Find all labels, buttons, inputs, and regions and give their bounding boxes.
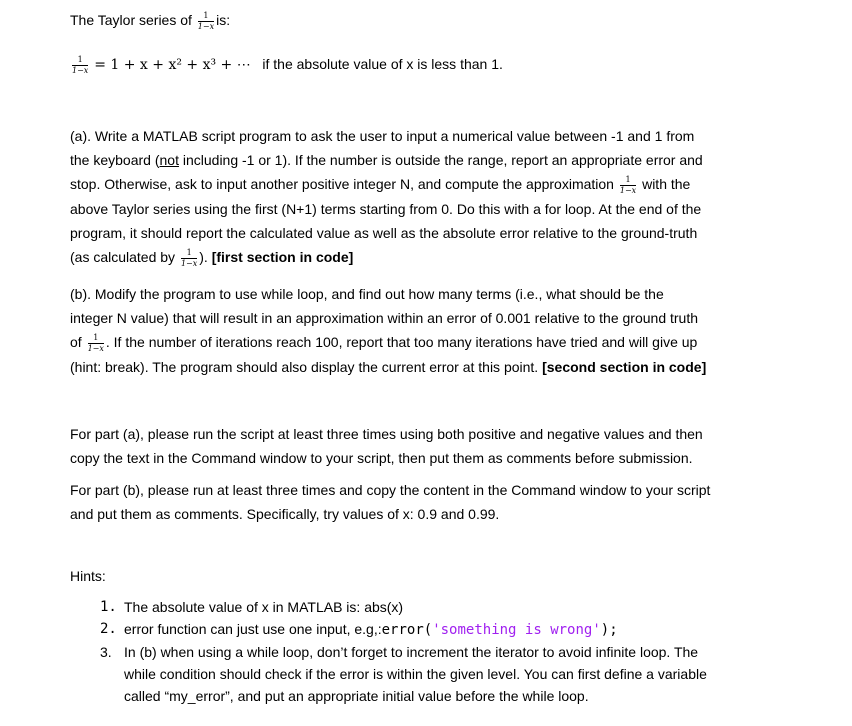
fraction-one-over-one-minus-x: $\frac{1}{1-x}$ — [180, 247, 198, 268]
code-string-literal: 'something is wrong' — [432, 622, 601, 638]
hint-number: 3. — [100, 644, 112, 660]
hints-title: Hints: — [70, 568, 106, 584]
part-a-line: (a). Write a MATLAB script program to ask the user to input a numerical value between -1 and 1 from — [70, 128, 695, 144]
hints-list — [100, 596, 780, 707]
title-suffix: is: — [216, 12, 231, 28]
hint-number: 1. — [100, 599, 117, 615]
part-a-line: (as calculated by $\frac{1}{1-x}$ ). [first section in code] — [70, 247, 354, 268]
frac-den: 1−x — [72, 65, 89, 75]
hint-number: 2. — [100, 621, 117, 637]
equation-rhs: = 1 + x + x² + x³ + ⋯ — [94, 57, 251, 73]
frac-num: 1 — [198, 12, 214, 22]
instruction-line: For part (b), please run at least three times and copy the content in the Command window to your script — [70, 482, 711, 498]
underlined-not: not — [159, 152, 179, 169]
part-a-paragraph — [70, 124, 780, 269]
fraction-one-over-one-minus-x: $\frac{1}{1-x}$ — [87, 333, 104, 354]
hint-text: The absolute value of x in MATLAB is: abs(x) — [124, 599, 404, 615]
fraction-one-over-one-minus-x: $\frac{1}{1-x}$ — [619, 175, 637, 196]
hint-item — [100, 618, 780, 641]
part-b-paragraph — [70, 282, 780, 379]
part-a-line: the keyboard (not including -1 or 1). If the number is outside the range, report an appropriate error and — [70, 152, 703, 169]
second-section-label: [second section in code] — [542, 358, 707, 375]
instruction-line: copy the text in the Command window to your script, then put them as comments before submission. — [70, 450, 693, 467]
fraction-one-over-one-minus-x — [198, 12, 214, 31]
code-closing: ); — [600, 622, 618, 638]
frac-den: 1−x — [197, 21, 215, 31]
taylor-title — [70, 10, 230, 31]
hint-text: In (b) when using a while loop, don’t forget to increment the iterator to avoid infinite loop. The — [124, 644, 699, 660]
code-error-call: error( — [381, 622, 433, 638]
part-b-line: of $\frac{1}{1-x}$ . If the number of iterations reach 100, report that too many iterations have tried and will give up — [70, 333, 698, 354]
hint-item — [100, 596, 780, 618]
part-a-line: stop. Otherwise, ask to input another positive integer N, and compute the approximation $\frac{1}{1-x}$ with the — [70, 175, 691, 196]
frac-num: 1 — [72, 56, 88, 66]
hint-text: while condition should check if the error is within the given level. You can first define a variable — [124, 666, 707, 682]
fraction-one-over-one-minus-x — [72, 56, 88, 75]
taylor-equation — [70, 54, 503, 75]
instruction-line: For part (a), please run the script at least three times using both positive and negative values and then — [70, 426, 703, 442]
part-b-line: (hint: break). The program should also display the current error at this point. [second section in code] — [70, 358, 707, 375]
instructions-part-b — [70, 478, 780, 526]
instruction-line: and put them as comments. Specifically, try values of x: 0.9 and 0.99. — [70, 506, 500, 523]
part-b-line: integer N value) that will result in an approximation within an error of 0.001 relative to the ground truth — [70, 310, 699, 327]
hint-text: error function can just use one input, e.g,:error('something is wrong'); — [124, 621, 618, 638]
title-prefix: The Taylor series of — [70, 12, 192, 28]
part-b-line: (b). Modify the program to use while loop, and find out how many terms (i.e., what should be the — [70, 286, 664, 302]
equation-condition: if the absolute value of x is less than 1. — [262, 56, 503, 72]
instructions-part-a — [70, 422, 780, 470]
part-a-line: program, it should report the calculated value as well as the absolute error relative to the ground-truth — [70, 224, 698, 241]
first-section-label: [first section in code] — [211, 249, 354, 266]
hint-text: called “my_error”, and put an appropriate initial value before the while loop. — [124, 688, 589, 704]
hint-item — [100, 641, 780, 707]
part-a-line: above Taylor series using the first (N+1) terms starting from 0. Do this with a for loop. At the end of the — [70, 200, 702, 217]
